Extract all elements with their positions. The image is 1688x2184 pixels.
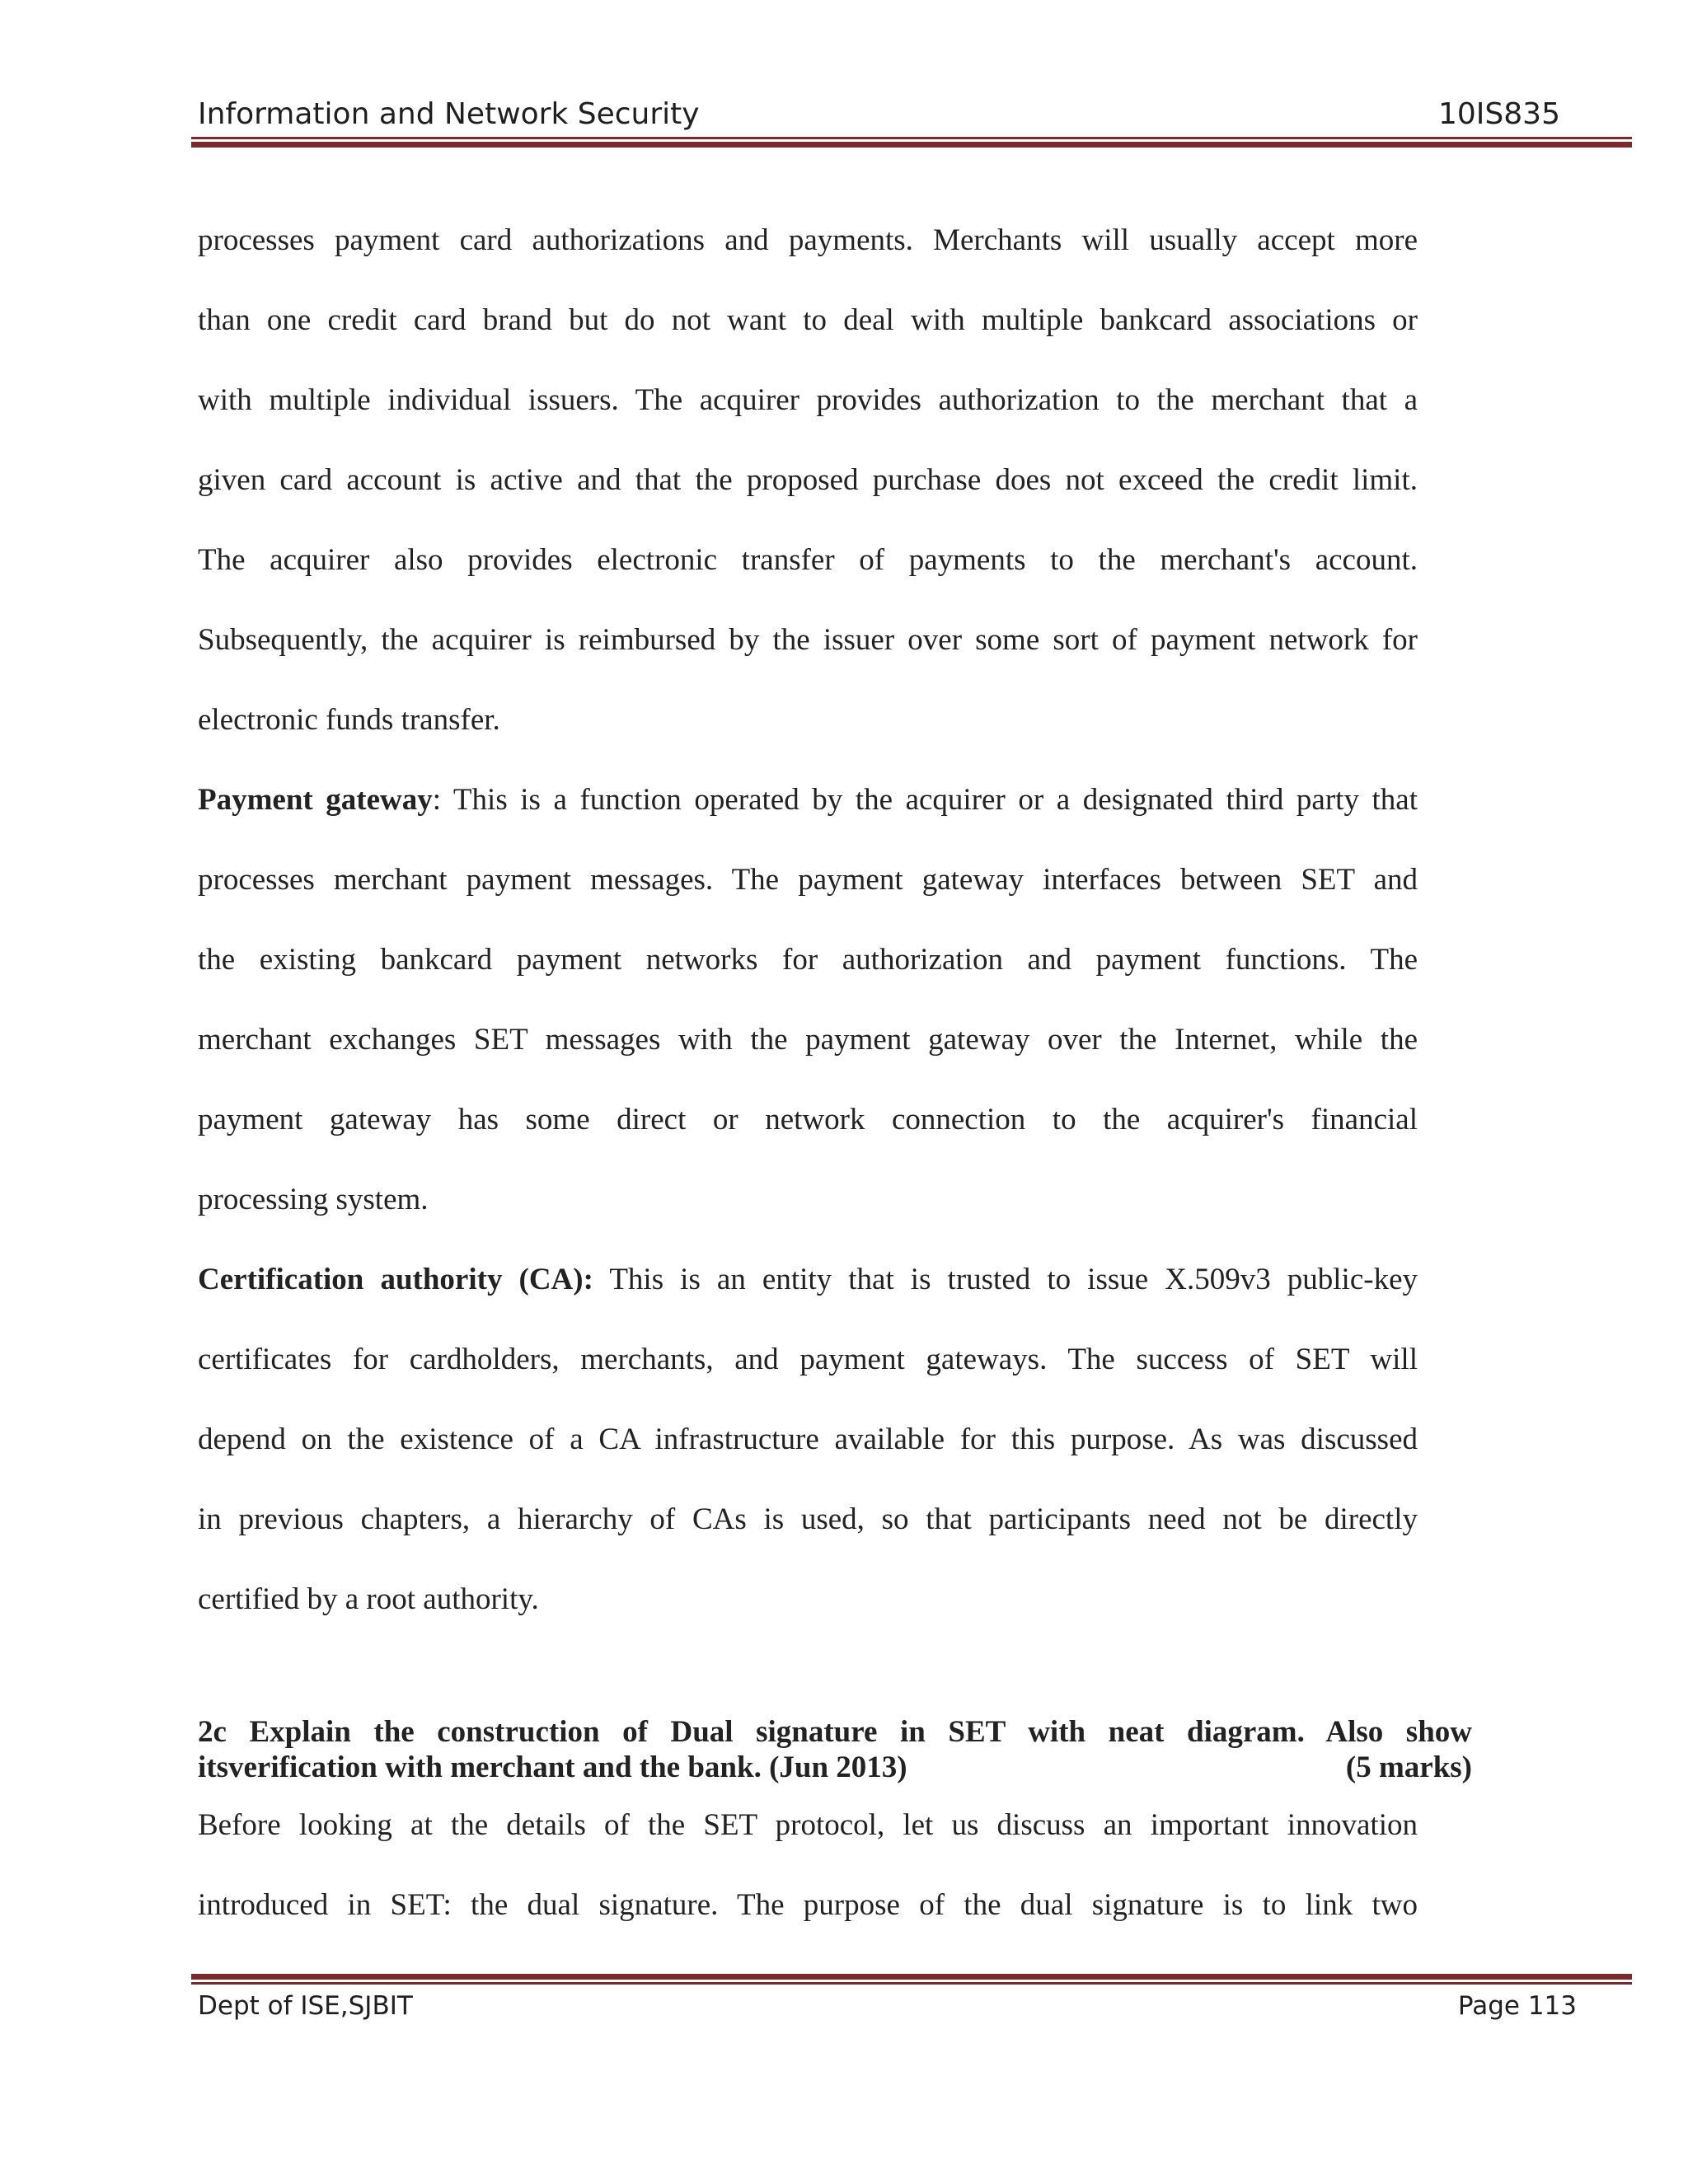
text-line: payment gateway has some direct or network connection to the acquirer's financial <box>198 1103 1418 1137</box>
text-line: than one credit card brand but do not want to deal with multiple bankcard associations or <box>198 303 1418 337</box>
question-line-2 <box>198 1750 1472 1785</box>
text-line: with multiple individual issuers. The acquirer provides authorization to the merchant that a <box>198 383 1418 417</box>
header-title: Information and Network Security <box>198 97 700 131</box>
text-line <box>198 776 1418 855</box>
body-text <box>198 216 1418 1655</box>
text-line: processes merchant payment messages. The payment gateway interfaces between SET and <box>198 863 1418 897</box>
paragraph-acquirer <box>198 216 1418 776</box>
text-line: merchant exchanges SET messages with the payment gateway over the Internet, while the <box>198 1023 1418 1057</box>
text-line: given card account is active and that the proposed purchase does not exceed the credit limit. <box>198 463 1418 497</box>
text-line: the existing bankcard payment networks for authorization and payment functions. The <box>198 943 1418 977</box>
header-course-code: 10IS835 <box>1438 97 1560 131</box>
text-line <box>198 1255 1418 1335</box>
footer-page-number: Page 113 <box>1457 1991 1577 2021</box>
text-line: processes payment card authorizations and payments. Merchants will usually accept more <box>198 223 1418 257</box>
footer-rule-thick <box>191 1974 1632 1980</box>
text-line: in previous chapters, a hierarchy of CAs is used, so that participants need not be directly <box>198 1502 1418 1536</box>
text-line: electronic funds transfer. <box>198 703 500 737</box>
text-line: certificates for cardholders, merchants, and payment gateways. The success of SET will <box>198 1343 1418 1376</box>
header-rule-thin <box>191 137 1632 139</box>
question-marks: (5 marks) <box>1345 1750 1472 1784</box>
text-line: certified by a root authority. <box>198 1582 539 1616</box>
text-line: Before looking at the details of the SET protocol, let us discuss an important innovation <box>198 1808 1418 1842</box>
header-rule-thick <box>191 142 1632 148</box>
text-line: processing system. <box>198 1183 429 1216</box>
footer-rule-thin <box>191 1982 1632 1985</box>
term-payment-gateway: Payment gateway <box>198 783 433 817</box>
paragraph-dual-signature <box>198 1801 1418 1961</box>
term-certification-authority: Certification authority (CA): <box>198 1263 593 1296</box>
question-text: itsverification with merchant and the bank. (Jun 2013) <box>198 1750 907 1784</box>
footer-department: Dept of ISE,SJBIT <box>198 1991 413 2021</box>
text-line: depend on the existence of a CA infrastructure available for this purpose. As was discussed <box>198 1422 1418 1456</box>
text-line: Subsequently, the acquirer is reimbursed by the issuer over some sort of payment network for <box>198 623 1418 657</box>
text-line: introduced in SET: the dual signature. The purpose of the dual signature is to link two <box>198 1888 1418 1922</box>
text-span: This is an entity that is trusted to issue X.509v3 public-key <box>593 1263 1418 1296</box>
question-heading <box>198 1714 1472 1785</box>
text-line: The acquirer also provides electronic transfer of payments to the merchant's account. <box>198 543 1418 577</box>
paragraph-payment-gateway <box>198 776 1418 1255</box>
question-line-1: 2c Explain the construction of Dual signature in SET with neat diagram. Also show <box>198 1715 1472 1749</box>
paragraph-certification-authority <box>198 1255 1418 1655</box>
text-span: : This is a function operated by the acquirer or a designated third party that <box>432 783 1418 817</box>
